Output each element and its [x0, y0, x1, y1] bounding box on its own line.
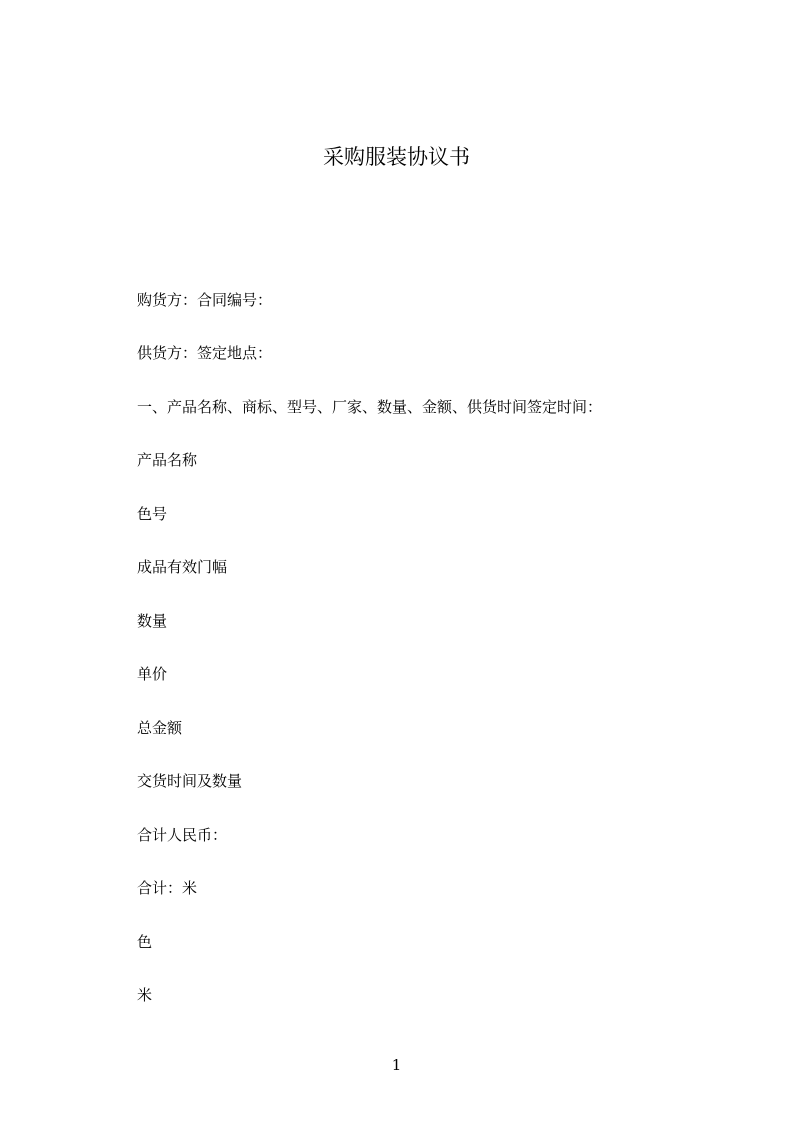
section-one-heading: 一、产品名称、商标、型号、厂家、数量、金额、供货时间签定时间：	[137, 398, 603, 416]
field-effective-width: 成品有效门幅	[137, 558, 228, 576]
field-quantity: 数量	[137, 612, 168, 630]
document-title: 采购服装协议书	[323, 145, 470, 169]
field-total-amount: 总金额	[137, 719, 183, 737]
field-total-rmb: 合计人民币：	[137, 826, 228, 844]
field-delivery-time-quantity: 交货时间及数量	[137, 772, 243, 790]
page-number: 1	[391, 1056, 402, 1074]
buyer-contract-number-line: 购货方：合同编号：	[137, 291, 273, 309]
field-product-name: 产品名称	[137, 451, 198, 469]
field-meters: 米	[137, 986, 153, 1004]
field-unit-price: 单价	[137, 665, 168, 683]
field-color: 色	[137, 933, 153, 951]
supplier-signing-location-line: 供货方：签定地点：	[137, 344, 273, 362]
field-total-meters: 合计：米	[137, 879, 198, 897]
field-color-number: 色号	[137, 505, 168, 523]
